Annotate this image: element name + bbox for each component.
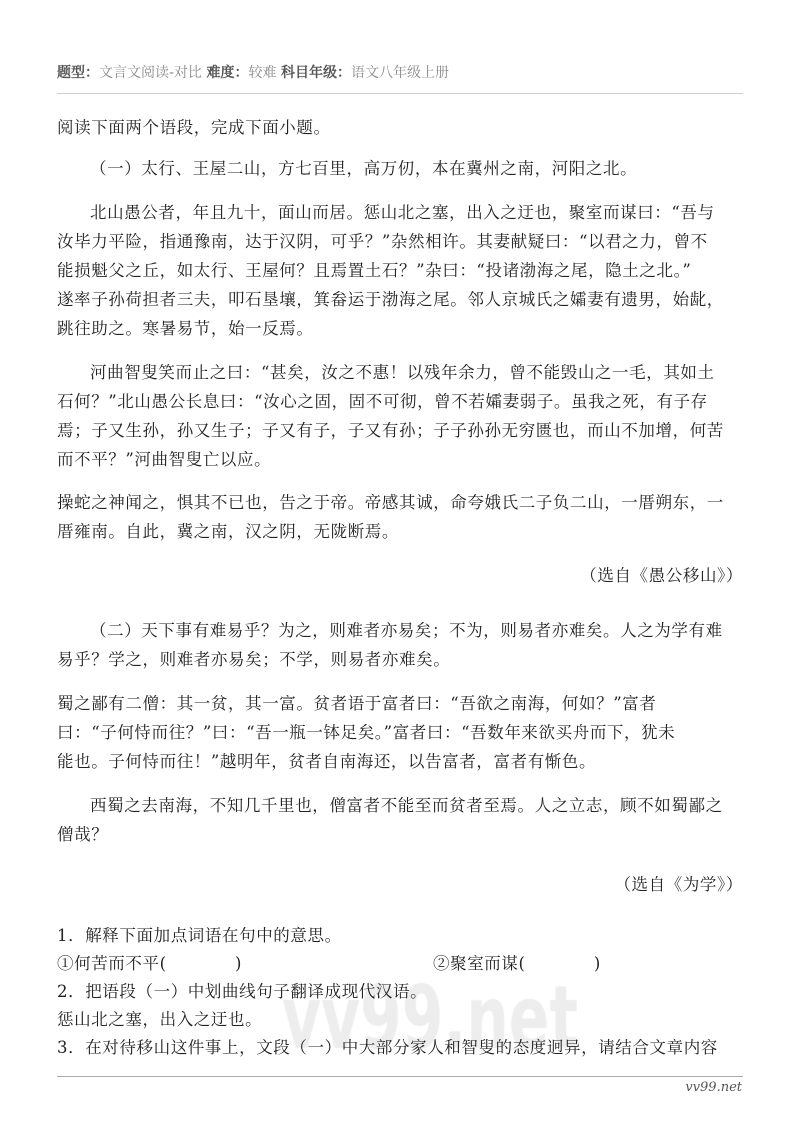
line: 遂率子孙荷担者三夫，叩石垦壤，箕畚运于渤海之尾。邻人京城氏之孀妻有遗男，始龀，: [57, 290, 724, 309]
passage2-source: （选自《为学》）: [614, 875, 743, 894]
grade-value: 语文八年级上册: [350, 65, 449, 81]
line: 能也。子何恃而往！”越明年，贫者自南海还，以告富者，富者有惭色。: [57, 752, 597, 771]
passage2-para3: [57, 791, 747, 849]
difficulty-label: 难度：: [206, 65, 249, 81]
difficulty-value: 较难: [248, 65, 277, 81]
header-divider: [57, 93, 743, 94]
question-2: 2．把语段（一）中划曲线句子翻译成现代汉语。: [57, 982, 428, 1001]
question-1: 1．解释下面加点词语在句中的意思。: [57, 926, 342, 945]
type-value: 文言文阅读-对比: [99, 65, 203, 81]
line: （二）天下事有难易乎？为之，则难者亦易矣；不为，则易者亦难矣。人之为学有难: [90, 621, 723, 640]
passage1-para1: [57, 198, 747, 343]
footer-divider: [57, 1076, 743, 1077]
line: 厝雍南。自此，冀之南，汉之阴，无陇断焉。: [57, 522, 399, 541]
passage2-para1: [57, 616, 747, 674]
intro: 阅读下面两个语段，完成下面小题。: [57, 118, 331, 137]
question-meta: [57, 62, 747, 82]
passage1-para2: [57, 358, 747, 474]
question-1b: ②聚室而谋( ): [433, 954, 601, 973]
passage1-source: （选自《愚公移山》）: [580, 566, 743, 585]
line: 西蜀之去南海，不知几千里也，僧富者不能至而贫者至焉。人之立志，顾不如蜀鄙之: [90, 796, 723, 815]
question-1a: ①何苦而不平( ): [57, 954, 243, 973]
line: 跳往助之。寒暑易节，始一反焉。: [57, 319, 314, 338]
line: 汝毕力平险，指通豫南，达于汉阴，可乎？”杂然相许。其妻献疑曰：“以君之力，曾不: [57, 232, 708, 251]
line: 易乎？学之，则难者亦易矣；不学，则易者亦难矣。: [57, 650, 451, 669]
line: 焉；子又生孙，孙又生子；子又有子，子又有孙；子子孙孙无穷匮也，而山不加增，何苦: [57, 421, 724, 440]
line: 蜀之鄙有二僧：其一贫，其一富。贫者语于富者曰：“吾欲之南海，何如？”富者: [57, 694, 657, 713]
line: 而不平？”河曲智叟亡以应。: [57, 450, 272, 469]
passage2-para2: [57, 689, 747, 776]
line: 能损魁父之丘，如太行、王屋何？且焉置土石？”杂曰：“投诸渤海之尾，隐土之北。”: [57, 261, 692, 280]
passage1-title: （一）太行、王屋二山，方七百里，高万仞，本在冀州之南，河阳之北。: [90, 159, 638, 178]
line: 北山愚公者，年且九十，面山而居。惩山北之塞，出入之迂也，聚室而谋曰：“吾与: [90, 203, 715, 222]
type-label: 题型：: [57, 65, 99, 81]
footer-site: vv99.net: [685, 1080, 742, 1095]
line: 僧哉？: [57, 825, 109, 844]
question-2-sentence: 惩山北之塞，出入之迂也。: [57, 1010, 263, 1029]
line: 操蛇之神闻之，惧其不已也，告之于帝。帝感其诚，命夸娥氏二子负二山，一厝朔东，一: [57, 493, 724, 512]
passage1-para3: [57, 488, 747, 546]
grade-label: 科目年级：: [280, 65, 351, 81]
line: 河曲智叟笑而止之曰：“甚矣，汝之不惠！以残年余力，曾不能毁山之一毛，其如土: [90, 363, 715, 382]
question-3: 3．在对待移山这件事上，文段（一）中大部分家人和智叟的态度迥异，请结合文章内容: [57, 1038, 718, 1057]
question-1-items: [57, 950, 747, 978]
questions: [57, 922, 747, 1062]
line: 石何？”北山愚公长息曰：“汝心之固，固不可彻，曾不若孀妻弱子。虽我之死，有子存: [57, 392, 708, 411]
line: 曰：“子何恃而往？”曰：“吾一瓶一钵足矣。”富者曰：“吾数年来欲买舟而下，犹未: [57, 723, 676, 742]
